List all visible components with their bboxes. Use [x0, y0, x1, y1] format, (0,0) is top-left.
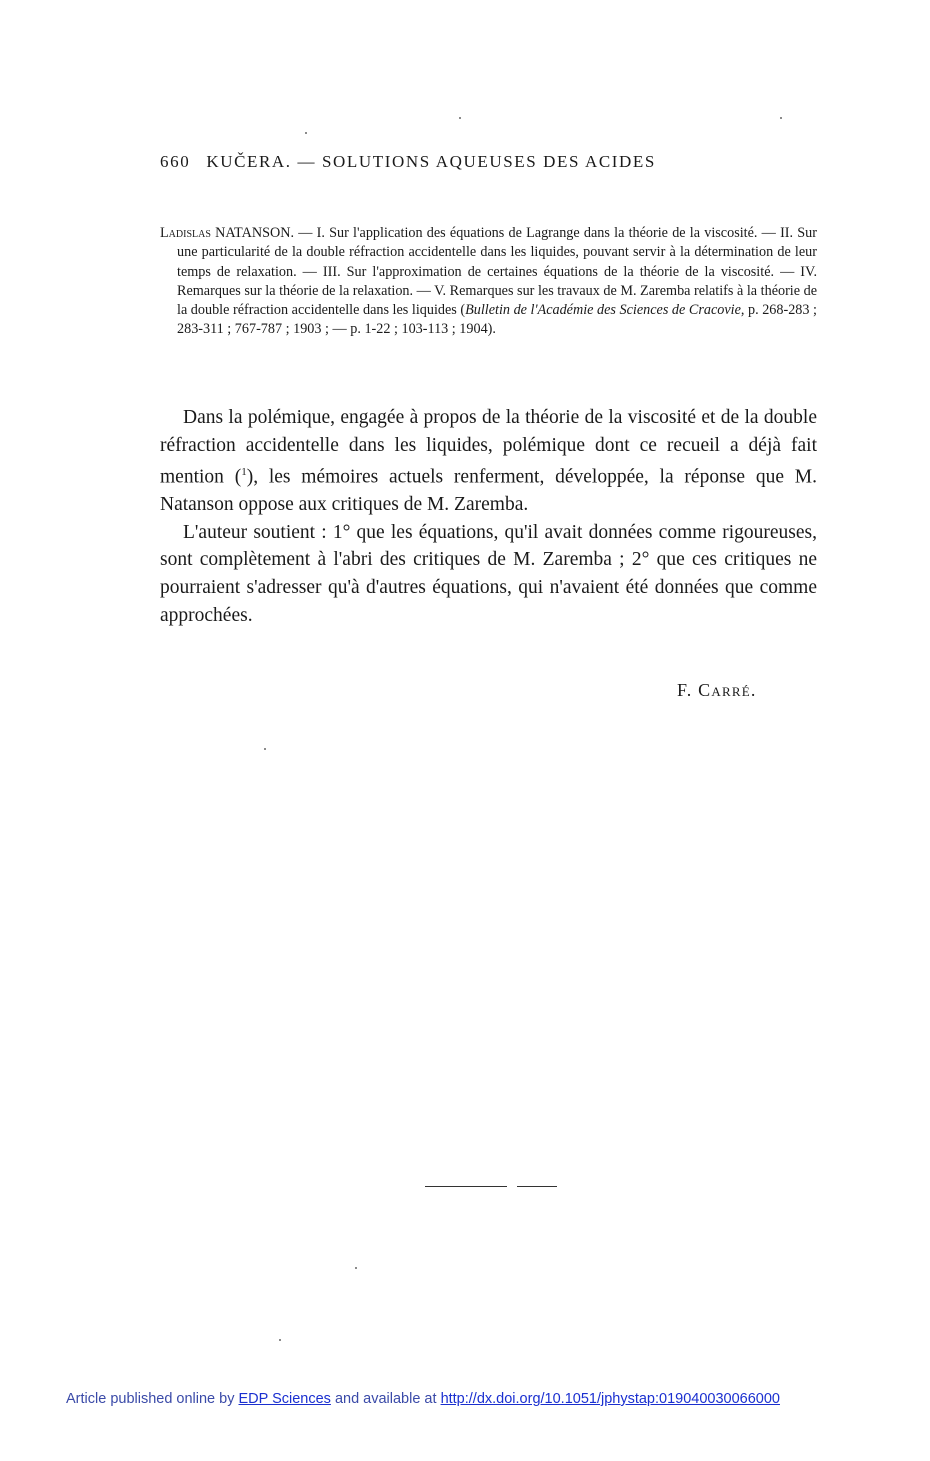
scan-speck — [355, 1267, 357, 1269]
body-text — [160, 404, 817, 629]
bibliography-text-1: — I. Sur l'application des équations de Lagrange dans la théorie de la viscosité. — II. Sur une particularité de la double réfraction accidentelle dans les liquides, pouvant servir à la détermination de leur temps de relaxation. — III. Sur l'approximation de certaines équations de la théorie de la viscosité. — IV. Remarques sur la théorie de la relaxation. — V. Remarques sur les travaux de M. Zaremba relatifs à la théorie de la double réfraction accidentelle dans les liquides ( — [177, 225, 817, 319]
doi-link[interactable]: http://dx.doi.org/10.1051/jphystap:019040030066000 — [440, 1391, 780, 1407]
footer-prefix: Article published online by — [66, 1391, 239, 1407]
page-number: 660 — [160, 152, 191, 171]
footnote-marker: 1 — [241, 466, 247, 479]
signature-initial: F. — [677, 680, 699, 700]
running-title: KUČERA. — SOLUTIONS AQUEUSES DES ACIDES — [206, 152, 656, 171]
running-header — [160, 152, 780, 172]
scan-speck — [279, 1339, 281, 1341]
section-rule-left — [425, 1186, 507, 1187]
author-first-name: Ladislas — [160, 225, 211, 241]
paragraph-2: L'auteur soutient : 1° que les équations, qu'il avait données comme rigoureuses, sont complètement à l'abri des critiques de M. Zaremba ; 2° que ces critiques ne pourraient s'adresser qu'à d'autres équations, qui n'avaient été données que comme approchées. — [160, 521, 817, 626]
signature — [677, 680, 757, 701]
paragraph-1-text-b: ), les mémoires actuels renferment, développée, la réponse que M. Natanson oppose aux critiques de M. Zaremba. — [160, 466, 818, 516]
publisher-link[interactable]: EDP Sciences — [238, 1391, 331, 1407]
publication-footer — [66, 1391, 866, 1407]
section-rule-right — [517, 1186, 557, 1187]
bibliography-entry — [160, 224, 817, 340]
scan-speck — [780, 117, 782, 119]
scan-speck — [305, 132, 307, 134]
bibliography-text-2: , p. 268-283 ; 283-311 ; 767-787 ; 1903 ; — p. 1-22 ; 103-113 ; 1904). — [177, 302, 817, 338]
signature-surname: Carré. — [698, 680, 757, 700]
footer-middle: and available at — [330, 1391, 441, 1407]
scan-speck — [459, 117, 461, 119]
journal-title: Bulletin de l'Académie des Sciences de Cracovie — [465, 302, 741, 319]
paragraph-1 — [160, 404, 817, 519]
author-last-name: NATANSON. — [215, 225, 294, 241]
scan-speck — [264, 748, 266, 750]
paragraph-1-text-a: Dans la polémique, engagée à propos de la théorie de la viscosité et de la double réfraction accidentelle dans les liquides, polémique dont ce recueil a déjà fait mention ( — [160, 407, 817, 488]
